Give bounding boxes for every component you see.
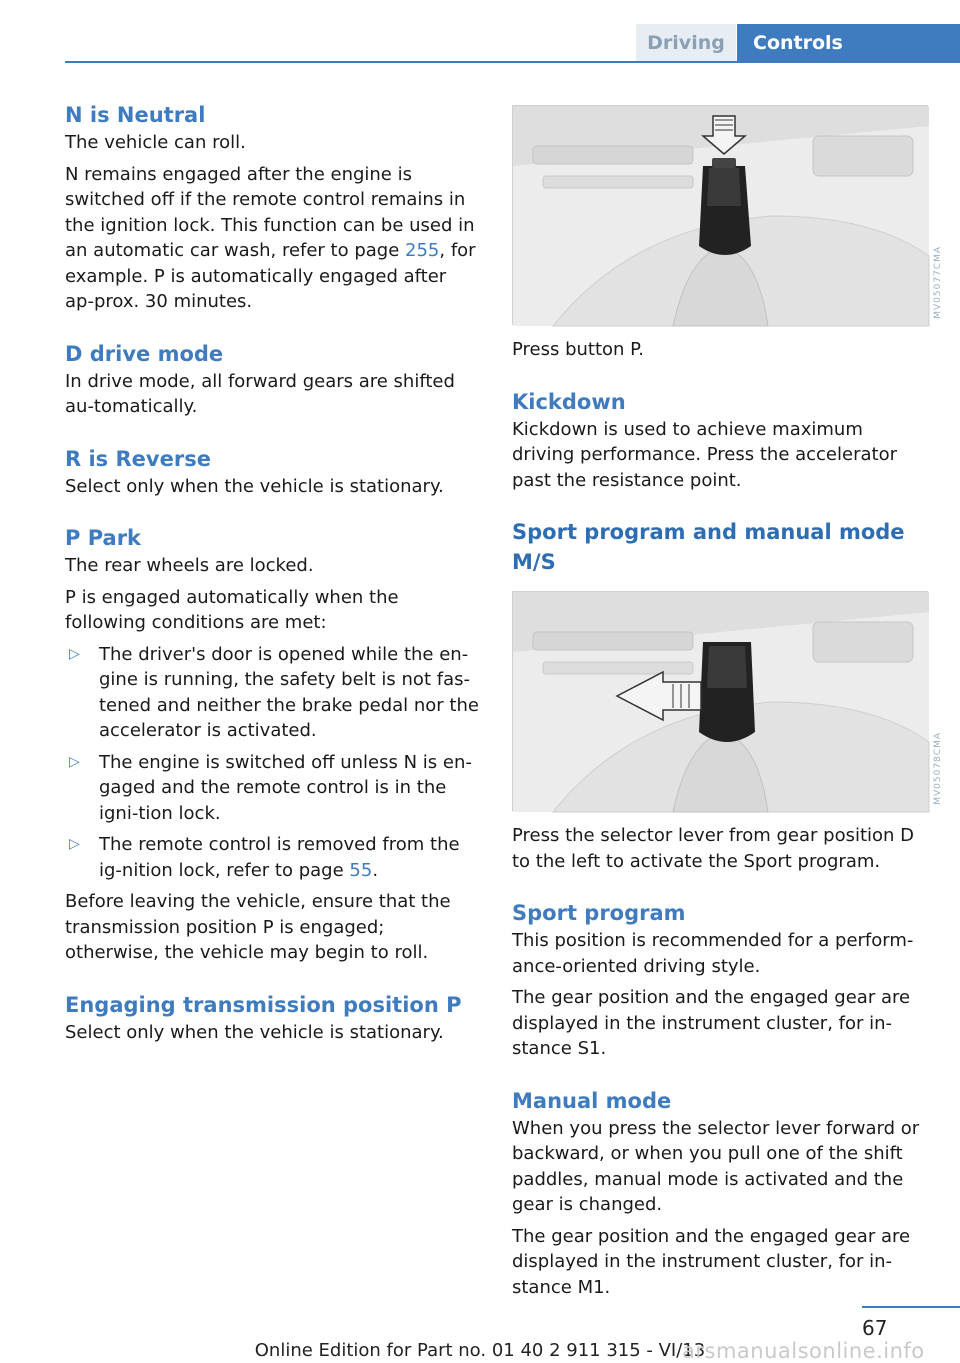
image-code: MV05078CMA xyxy=(933,732,943,805)
selector-lever-photo-p-button xyxy=(512,105,943,325)
left-column xyxy=(65,100,480,1051)
reverse-p1: Select only when the vehicle is stationary. xyxy=(65,475,444,497)
selector-lever-photo-sport xyxy=(512,591,943,811)
sport-p1: This position is recommended for a perform‐ance-oriented driving style. xyxy=(512,930,914,977)
sport-p2: The gear position and the engaged gear are displayed in the instrument cluster, for in‐stance S1. xyxy=(512,987,911,1059)
neutral-p2 xyxy=(65,162,480,315)
heading-sport-manual: Sport program and manual mode M/S xyxy=(512,520,905,574)
park-p3: Before leaving the vehicle, ensure that the transmission position P is engaged; otherwise, the vehicle may begin to roll. xyxy=(65,891,451,963)
triangle-bullet-icon: ▷ xyxy=(69,753,80,770)
kickdown-p1: Kickdown is used to achieve maximum driving performance. Press the accelerator past the resistance point. xyxy=(512,418,897,491)
bullet-text: The driver's door is opened while the en‐gine is running, the safety belt is not fas‐tened and neither the brake pedal nor the accelerator is activated. xyxy=(99,643,479,741)
heading-drive: D drive mode xyxy=(65,341,224,366)
image-code: MV05077CMA xyxy=(933,246,943,319)
park-conditions-list xyxy=(65,642,480,884)
triangle-bullet-icon: ▷ xyxy=(69,836,80,852)
footer-rule xyxy=(862,1306,960,1308)
heading-sport-program: Sport program xyxy=(512,901,686,925)
header-chapter-tab: Controls xyxy=(737,24,960,62)
page-link-255[interactable]: 255 xyxy=(405,240,440,261)
engaging-p1: Select only when the vehicle is stationary. xyxy=(65,1021,444,1043)
heading-manual-mode: Manual mode xyxy=(512,1088,672,1113)
list-item xyxy=(65,642,480,744)
triangle-bullet-icon: ▷ xyxy=(69,645,80,662)
drive-p1: In drive mode, all forward gears are shifted au‐tomatically. xyxy=(65,370,455,417)
list-item xyxy=(65,750,480,827)
park-p1: The rear wheels are locked. xyxy=(65,555,314,576)
heading-neutral: N is Neutral xyxy=(65,103,206,127)
image1-caption: Press button P. xyxy=(512,339,644,360)
neutral-p1: The vehicle can roll. xyxy=(65,132,246,153)
manual-p1: When you press the selector lever forward or backward, or when you pull one of the shift paddles, manual mode is activated and the gear is changed. xyxy=(512,1117,920,1215)
page-link-55[interactable]: 55 xyxy=(349,859,373,881)
park-p2: P is engaged automatically when the following conditions are met: xyxy=(65,586,399,633)
selector-lever-sport-illustration xyxy=(513,592,929,812)
bullet-text: The engine is switched off unless N is en‐gaged and the remote control is in the igni‐tion lock. xyxy=(99,751,472,824)
header-section-tab: Driving xyxy=(636,24,736,62)
right-column xyxy=(512,100,943,1306)
watermark: arsmanualsonline.info xyxy=(682,1339,925,1363)
heading-park: P Park xyxy=(65,526,142,550)
bullet-text: The remote control is removed from the ig‐nition lock, refer to page xyxy=(99,834,460,881)
neutral-p2-text-b: , for example. P is automatically engaged after ap‐prox. 30 minutes. xyxy=(65,240,476,312)
page-number: 67 xyxy=(862,1316,888,1340)
selector-lever-illustration xyxy=(513,106,929,326)
heading-kickdown: Kickdown xyxy=(512,389,626,414)
footer-edition-text: Online Edition for Part no. 01 40 2 911 315 - VI/13 xyxy=(254,1340,706,1361)
heading-reverse: R is Reverse xyxy=(65,446,211,471)
heading-engaging-p: Engaging transmission position P xyxy=(65,992,462,1017)
header-rule xyxy=(65,61,960,63)
image2-caption: Press the selector lever from gear position D to the left to activate the Sport program. xyxy=(512,825,915,872)
list-item xyxy=(65,832,480,883)
neutral-p2-text-a: N remains engaged after the engine is switched off if the remote control remains in the ignition lock. This function can be used in an automatic car wash, refer to page xyxy=(65,163,475,261)
bullet-text-end: . xyxy=(372,859,379,881)
manual-p2: The gear position and the engaged gear are displayed in the instrument cluster, for in‐stance M1. xyxy=(512,1225,911,1298)
